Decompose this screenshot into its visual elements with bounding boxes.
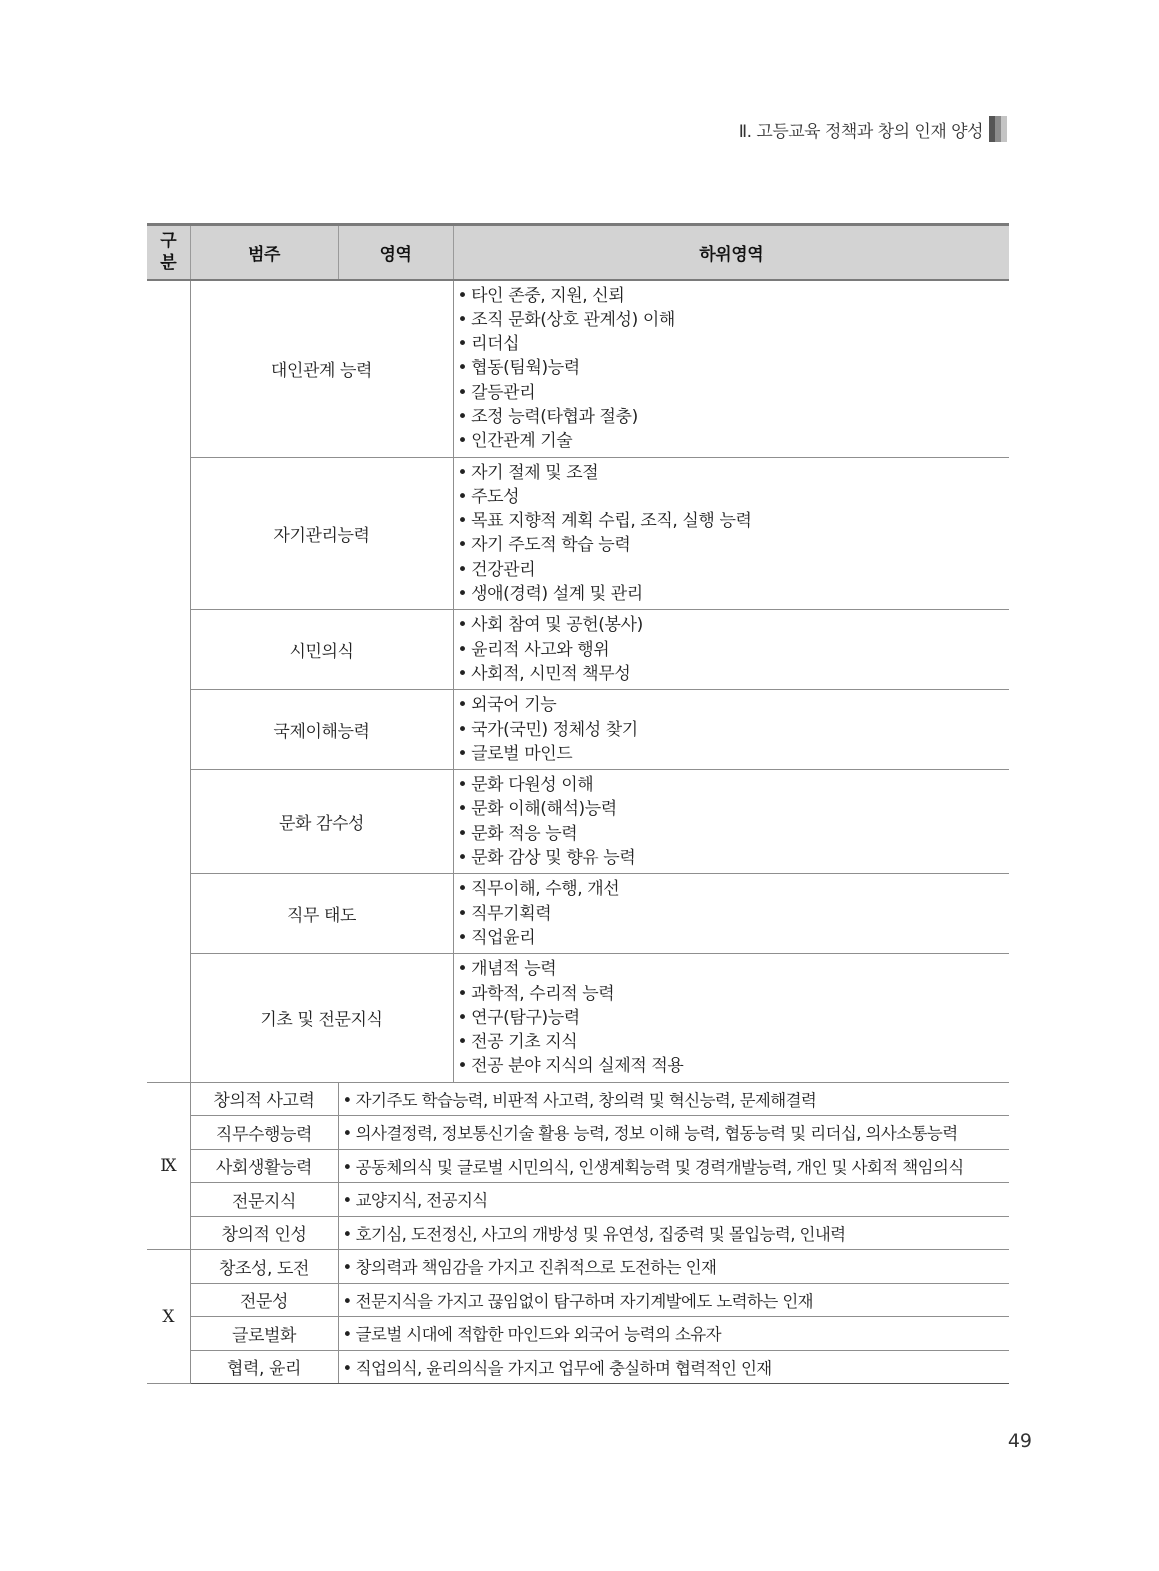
gubun-char-2: 분 xyxy=(160,253,177,274)
subarea-item: • 갈등관리 xyxy=(458,381,1010,405)
table-row xyxy=(147,457,1009,610)
competency-table-container xyxy=(147,223,1009,1384)
category-cell: 전문성 xyxy=(190,1283,338,1317)
subarea-cell xyxy=(453,690,1009,770)
subarea-item: • 문화 감상 및 향유 능력 xyxy=(458,846,1010,870)
subarea-item: • 직무기획력 xyxy=(458,902,1010,926)
subarea-item: • 문화 적응 능력 xyxy=(458,822,1010,846)
subarea-single-cell: • 의사결정력, 정보통신기술 활용 능력, 정보 이해 능력, 협동능력 및 리더십, 의사소통능력 xyxy=(338,1116,1009,1150)
table-row xyxy=(147,1283,1009,1317)
table-row xyxy=(147,1317,1009,1351)
table-row xyxy=(147,1216,1009,1250)
table-row xyxy=(147,1082,1009,1116)
subarea-item: • 주도성 xyxy=(458,485,1010,509)
table-row xyxy=(147,1149,1009,1183)
table-row xyxy=(147,690,1009,770)
subarea-list xyxy=(458,693,1010,766)
subarea-item: • 조정 능력(타협과 절충) xyxy=(458,405,1010,429)
area-cell: 국제이해능력 xyxy=(190,690,453,770)
subarea-cell xyxy=(453,280,1009,458)
area-cell: 시민의식 xyxy=(190,610,453,690)
subarea-cell xyxy=(453,874,1009,954)
subarea-item: • 생애(경력) 설계 및 관리 xyxy=(458,582,1010,606)
subarea-list xyxy=(458,877,1010,950)
table-header-row xyxy=(147,225,1009,280)
category-cell: 글로벌화 xyxy=(190,1317,338,1351)
subarea-list xyxy=(458,773,1010,870)
category-cell: 협력, 윤리 xyxy=(190,1350,338,1384)
subarea-item: • 리더십 xyxy=(458,332,1010,356)
subarea-item: • 전공 분야 지식의 실제적 적용 xyxy=(458,1054,1010,1078)
area-cell: 대인관계 능력 xyxy=(190,280,453,458)
subarea-item: • 외국어 기능 xyxy=(458,693,1010,717)
area-cell: 기초 및 전문지식 xyxy=(190,954,453,1082)
category-cell: 창조성, 도전 xyxy=(190,1250,338,1284)
page-number: 49 xyxy=(1007,1430,1032,1452)
column-header-subarea: 하위영역 xyxy=(453,225,1009,280)
subarea-item: • 목표 지향적 계획 수립, 조직, 실행 능력 xyxy=(458,509,1010,533)
subarea-item: • 사회 참여 및 공헌(봉사) xyxy=(458,613,1010,637)
gubun-char-1: 구 xyxy=(160,231,177,252)
table-row xyxy=(147,874,1009,954)
subarea-item: • 연구(탐구)능력 xyxy=(458,1006,1010,1030)
table-row xyxy=(147,610,1009,690)
category-cell: 창의적 인성 xyxy=(190,1216,338,1250)
subarea-item: • 협동(팀웍)능력 xyxy=(458,356,1010,380)
subarea-item: • 윤리적 사고와 행위 xyxy=(458,638,1010,662)
subarea-list xyxy=(458,284,1010,454)
group-cell-blank xyxy=(147,280,190,1083)
subarea-item: • 자기 절제 및 조절 xyxy=(458,461,1010,485)
subarea-item: • 건강관리 xyxy=(458,558,1010,582)
area-cell: 직무 태도 xyxy=(190,874,453,954)
subarea-item: • 직무이해, 수행, 개선 xyxy=(458,877,1010,901)
subarea-list xyxy=(458,461,1010,607)
subarea-item: • 과학적, 수리적 능력 xyxy=(458,982,1010,1006)
subarea-single-cell: • 전문지식을 가지고 끊임없이 탐구하며 자기계발에도 노력하는 인재 xyxy=(338,1283,1009,1317)
category-cell: 창의적 사고력 xyxy=(190,1082,338,1116)
running-header-title: Ⅱ. 고등교육 정책과 창의 인재 양성 xyxy=(738,121,983,142)
subarea-item: • 직업윤리 xyxy=(458,926,1010,950)
group-label-cell: Ⅸ xyxy=(147,1082,190,1250)
subarea-list xyxy=(458,613,1010,686)
subarea-single-cell: • 창의력과 책임감을 가지고 진취적으로 도전하는 인재 xyxy=(338,1250,1009,1284)
column-header-category: 범주 xyxy=(190,225,338,280)
competency-table xyxy=(147,223,1009,1384)
subarea-item: • 글로벌 마인드 xyxy=(458,742,1010,766)
subarea-item: • 문화 다원성 이해 xyxy=(458,773,1010,797)
category-cell: 직무수행능력 xyxy=(190,1116,338,1150)
table-row xyxy=(147,280,1009,458)
area-cell: 문화 감수성 xyxy=(190,770,453,874)
header-bar-light xyxy=(1001,116,1007,142)
header-decoration-bars xyxy=(989,116,1007,142)
subarea-single-cell: • 공동체의식 및 글로벌 시민의식, 인생계획능력 및 경력개발능력, 개인 및 사회적 책임의식 xyxy=(338,1149,1009,1183)
subarea-cell xyxy=(453,610,1009,690)
subarea-single-cell: • 직업의식, 윤리의식을 가지고 업무에 충실하며 협력적인 인재 xyxy=(338,1350,1009,1384)
subarea-cell xyxy=(453,457,1009,610)
subarea-item: • 사회적, 시민적 책무성 xyxy=(458,662,1010,686)
subarea-cell xyxy=(453,770,1009,874)
subarea-item: • 타인 존중, 지원, 신뢰 xyxy=(458,284,1010,308)
subarea-cell xyxy=(453,954,1009,1082)
column-header-area: 영역 xyxy=(338,225,453,280)
subarea-item: • 국가(국민) 정체성 찾기 xyxy=(458,718,1010,742)
subarea-item: • 인간관계 기술 xyxy=(458,429,1010,453)
subarea-item: • 전공 기초 지식 xyxy=(458,1030,1010,1054)
running-header xyxy=(739,116,1007,142)
table-row xyxy=(147,770,1009,874)
table-row xyxy=(147,1116,1009,1150)
table-row xyxy=(147,1350,1009,1384)
table-row xyxy=(147,1250,1009,1284)
subarea-single-cell: • 교양지식, 전공지식 xyxy=(338,1183,1009,1217)
group-label-cell: Ⅹ xyxy=(147,1250,190,1384)
subarea-single-cell: • 호기심, 도전정신, 사고의 개방성 및 유연성, 집중력 및 몰입능력, 인내력 xyxy=(338,1216,1009,1250)
table-row xyxy=(147,1183,1009,1217)
subarea-item: • 문화 이해(해석)능력 xyxy=(458,797,1010,821)
table-row xyxy=(147,954,1009,1082)
column-header-gubun xyxy=(147,225,190,280)
subarea-item: • 조직 문화(상호 관계성) 이해 xyxy=(458,308,1010,332)
category-cell: 사회생활능력 xyxy=(190,1149,338,1183)
subarea-single-cell: • 자기주도 학습능력, 비판적 사고력, 창의력 및 혁신능력, 문제해결력 xyxy=(338,1082,1009,1116)
category-cell: 전문지식 xyxy=(190,1183,338,1217)
area-cell: 자기관리능력 xyxy=(190,457,453,610)
subarea-list xyxy=(458,957,1010,1078)
table-body xyxy=(147,280,1009,1384)
subarea-single-cell: • 글로벌 시대에 적합한 마인드와 외국어 능력의 소유자 xyxy=(338,1317,1009,1351)
subarea-item: • 자기 주도적 학습 능력 xyxy=(458,533,1010,557)
subarea-item: • 개념적 능력 xyxy=(458,957,1010,981)
